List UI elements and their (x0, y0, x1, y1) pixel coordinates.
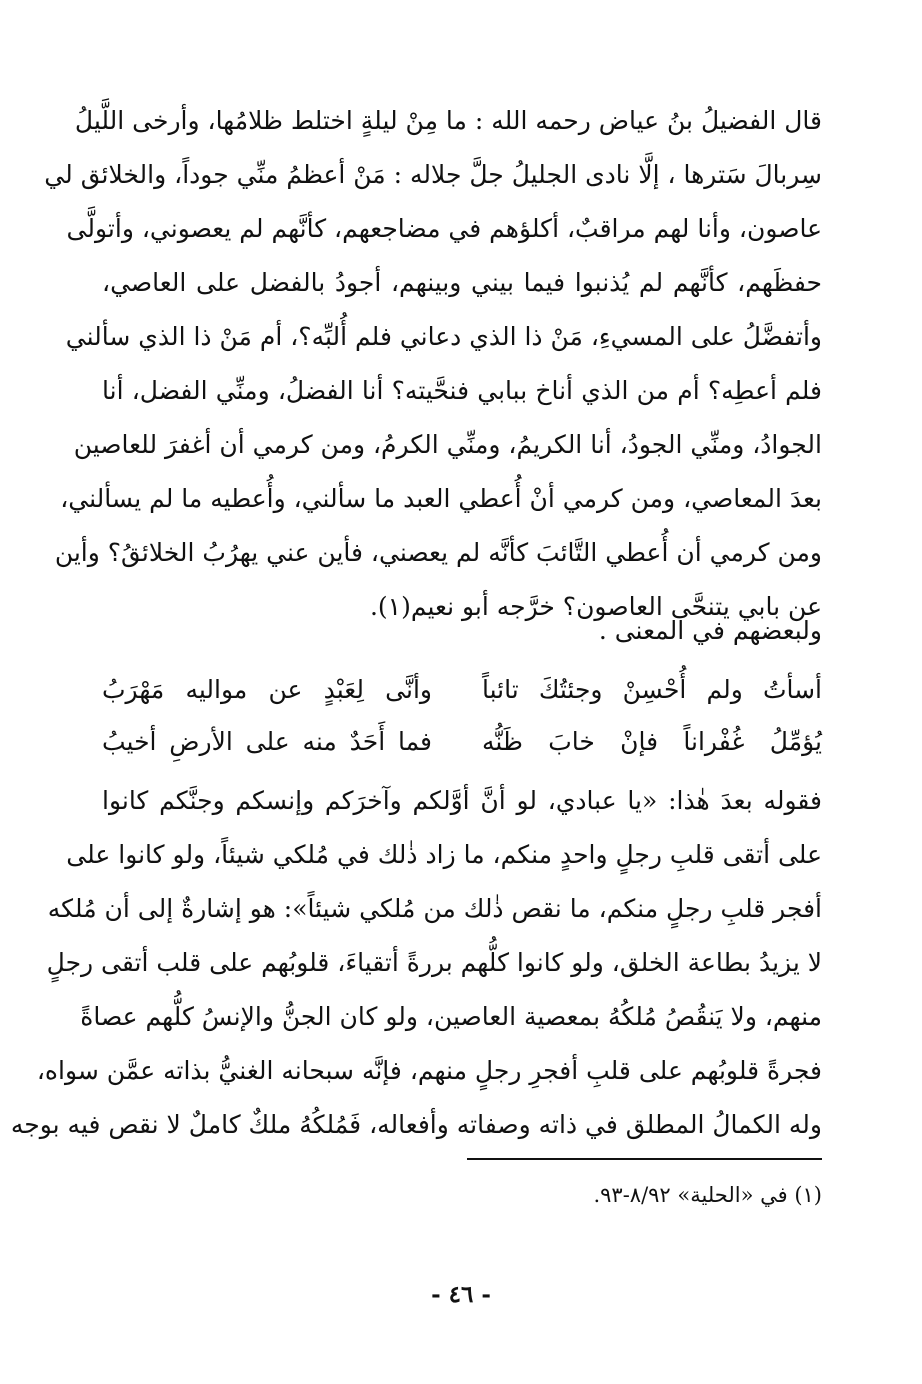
text-line: عاصون، وأنا لهم مراقبٌ، أكلؤهم في مضاجعهم، كأنَّهم لم يعصوني، وأتولَّى (66, 214, 822, 243)
verse-first-hemistich: يُؤمِّلُ غُفْراناً فإنْ خابَ ظَنُّه (482, 727, 822, 756)
poem (102, 664, 822, 768)
verse-first-hemistich: أسأتُ ولم أُحْسِنْ وجئتُكَ تائباً (482, 675, 822, 704)
verse-second-hemistich: فما أَحَدٌ منه على الأرضِ أخيبُ (102, 727, 432, 756)
text-line: ومن كرمي أن أُعطي التَّائبَ كأنَّه لم يعصني، فأين عني يهرُبُ الخلائقُ؟ وأين (54, 538, 822, 567)
text-line: وله الكمالُ المطلق في ذاته وصفاته وأفعاله، فَمُلكُهُ ملكٌ كاملٌ لا نقص فيه بوجه (10, 1110, 822, 1139)
page-number: - ٤٦ - (431, 1281, 491, 1308)
paragraph-fudayl-quote (44, 94, 822, 634)
text-line: فجرةً قلوبُهم على قلبِ أفجرِ رجلٍ منهم، فإنَّه سبحانه الغنيُّ بذاته عمَّن سواه، (36, 1056, 822, 1085)
text-line: أفجر قلبِ رجلٍ منكم، ما نقص ذٰلك من مُلكي شيئاً»: هو إشارةٌ إلى أن مُلكه (47, 894, 822, 923)
verse-second-hemistich: وأنَّى لِعَبْدٍ عن مواليه مَهْرَبُ (102, 675, 432, 704)
paragraph-commentary (10, 774, 822, 1152)
text-line: لا يزيدُ بطاعة الخلق، ولو كانوا كلُّهم بررةً أتقياءَ، قلوبُهم على قلب أتقى رجلٍ (46, 948, 822, 977)
text-line: الجوادُ، ومنِّي الجودُ، أنا الكريمُ، ومنِّي الكرمُ، ومن كرمي أن أغفرَ للعاصين (73, 430, 822, 459)
text-line: بعدَ المعاصي، ومن كرمي أنْ أُعطي العبد ما سألني، وأُعطيه ما لم يسألني، (60, 484, 822, 513)
footnote: (١) في «الحلية» ٨/٩٢-٩٣. (593, 1183, 822, 1207)
text-line: فقوله بعدَ هٰذا: «يا عبادي، لو أنَّ أوَّلكم وآخرَكم وإنسكم وجنَّكم كانوا (102, 786, 822, 815)
poem-verse (102, 716, 822, 768)
poem-intro (102, 604, 822, 658)
text-line: قال الفضيلُ بنُ عياض رحمه الله : ما مِنْ ليلةٍ اختلط ظلامُها، وأرخى اللَّيلُ (74, 106, 822, 135)
text-line: حفظَهم، كأنَّهم لم يُذنبوا فيما بيني وبينهم، أجودُ بالفضل على العاصي، (102, 268, 822, 297)
text-line: فلم أعطِه؟ أم من الذي أناخ ببابي فنحَّيته؟ أنا الفضلُ، ومنِّي الفضل، أنا (102, 376, 822, 405)
text-line: منهم، ولا يَنقُصُ مُلكُهُ بمعصية العاصين، ولو كان الجنُّ والإنسُ كلُّهم عصاةً (80, 1002, 822, 1031)
text-line: سِربالَ سَترها ، إلَّا نادى الجليلُ جلَّ جلاله : مَنْ أعظمُ منِّي جوداً، والخلائق لي (44, 160, 822, 189)
text-line: وأتفضَّلُ على المسيءِ، مَنْ ذا الذي دعاني فلم أُلبِّه؟، أم مَنْ ذا الذي سألني (65, 322, 822, 351)
footnote-divider (467, 1158, 822, 1160)
text-line: على أتقى قلبِ رجلٍ واحدٍ منكم، ما زاد ذٰلك في مُلكي شيئاً، ولو كانوا على (66, 840, 822, 869)
poem-verse (102, 664, 822, 716)
poem-intro-text: ولبعضهم في المعنى . (598, 616, 822, 645)
text-line: عن بابي يتنحَّى العاصون؟ خرَّجه أبو نعيم(١). (369, 592, 822, 621)
